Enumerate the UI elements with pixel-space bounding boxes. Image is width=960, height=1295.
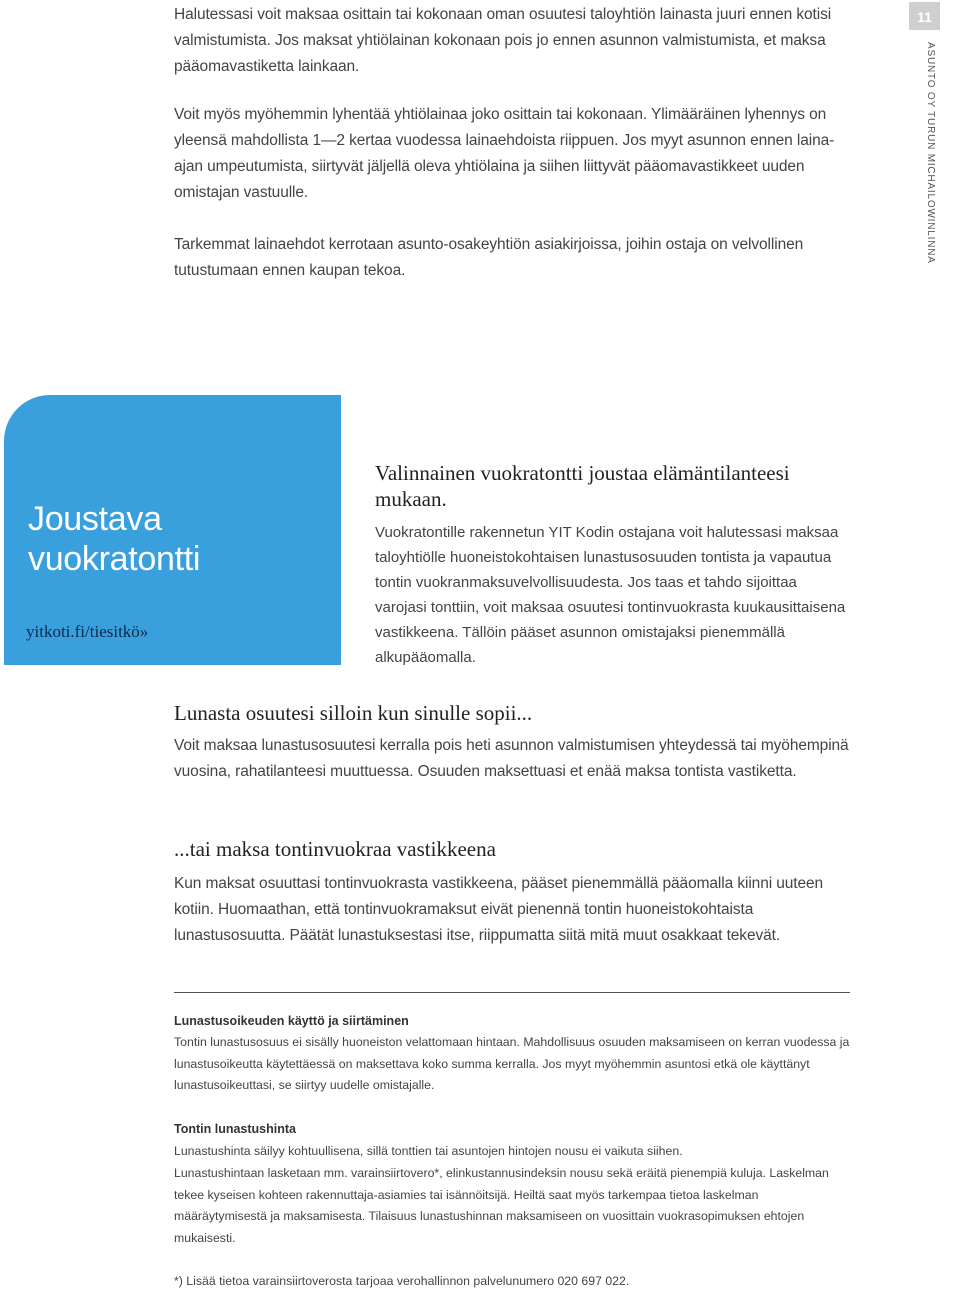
note2-text-1: Lunastushinta säilyy kohtuullisena, sillä tonttien tai asuntojen hintojen nousu ei vaikuta siihen. <box>174 1144 683 1158</box>
promo-link[interactable]: yitkoti.fi/tiesitkö» <box>26 622 149 641</box>
page-number: 11 <box>909 2 940 30</box>
intro-paragraph-3: Tarkemmat lainaehdot kerrotaan asunto-osakeyhtiön asiakirjoissa, joihin ostaja on velvollinen tutustumaan ennen kaupan tekoa. <box>174 236 804 279</box>
promo-title: Joustava vuokratontti <box>28 500 201 578</box>
section3-text: Kun maksat osuuttasi tontinvuokrasta vastikkeena, pääset pienemmällä pääomalla kiinni uuteen kotiin. Huomaathan, että tontinvuokramaksut eivät pienennä tontin huoneistokohtaista lunastusosuutta. Päätät lunastuksestasi itse, riippumatta siitä mitä muut osakkaat tekevät. <box>174 875 824 944</box>
promo-box <box>4 395 341 665</box>
note1-title: Lunastusoikeuden käyttö ja siirtäminen <box>174 1014 409 1028</box>
notes-divider <box>174 992 850 993</box>
section1-text: Vuokratontille rakennetun YIT Kodin ostajana voit halutessasi maksaa taloyhtiölle huoneistokohtaisen lunastusosuuden tontista ja vapautua tontin vuokranmaksuvelvollisuudesta. Jos taas et tahdo sijoittaa varojasi tonttiin, voit maksaa osuutesi tontinvuokrasta kuukausittaisena vastikkeena. Tällöin pääset asunnon omistajaksi pienemmällä alkupääomalla. <box>375 524 846 666</box>
note2-title: Tontin lunastushinta <box>174 1122 296 1136</box>
footnote: *) Lisää tietoa varainsiirtoverosta tarjoaa verohallinnon palvelunumero 020 697 022. <box>174 1274 630 1288</box>
note1-text: Tontin lunastusosuus ei sisälly huoneiston velattomaan hintaan. Mahdollisuus osuuden maksamiseen on kerran vuodessa ja lunastusoikeutta käytettäessä on maksettava koko summa kerralla. Jos myyt myöhemmin asuntosi etkä ole käyttänyt lunastusoikeuttasi, se siirtyy uudelle omistajalle. <box>174 1035 850 1092</box>
section1-heading: Valinnainen vuokratontti joustaa elämäntilanteesi mukaan. <box>375 461 790 511</box>
note2-text-2: Lunastushintaan lasketaan mm. varainsiirtovero*, elinkustannusindeksin nousu sekä eräitä pienempiä kuluja. Laskelman tekee kyseisen kohteen rakennuttaja-asiamies tai isännöitsijä. Heiltä saat myös tarkempaa tietoa laskelman määräytymisestä ja maksamisesta. Tilaisuus lunastushinnan maksamiseen on vuosittain vuokrasopimuksen ehtojen mukaisesti. <box>174 1166 829 1245</box>
side-project-label: ASUNTO OY TURUN MICHAILOWINLINNA <box>925 42 936 264</box>
intro-paragraph-2: Voit myös myöhemmin lyhentää yhtiölainaa joko osittain tai kokonaan. Ylimääräinen lyhennys on yleensä mahdollista 1—2 kertaa vuodessa lainaehdoista riippuen. Jos myyt asunnon ennen laina-ajan umpeutumista, siirtyvät jäljellä oleva yhtiölaina ja siihen liittyvät pääomavastikkeet uuden omistajan vastuulle. <box>174 106 835 201</box>
section3-heading: ...tai maksa tontinvuokraa vastikkeena <box>174 837 496 861</box>
intro-paragraph-1: Halutessasi voit maksaa osittain tai kokonaan oman osuutesi taloyhtiön lainasta juuri ennen kotisi valmistumista. Jos maksat yhtiölainan kokonaan pois jo ennen asunnon valmistumista, et maksa pääomavastiketta lainkaan. <box>174 6 832 75</box>
section2-text: Voit maksaa lunastusosuutesi kerralla pois heti asunnon valmistumisen yhteydessä tai myöhempinä vuosina, rahatilanteesi muuttuessa. Osuuden maksettuasi et enää maksa tontista vastiketta. <box>174 737 849 780</box>
section2-heading: Lunasta osuutesi silloin kun sinulle sopii... <box>174 701 533 725</box>
